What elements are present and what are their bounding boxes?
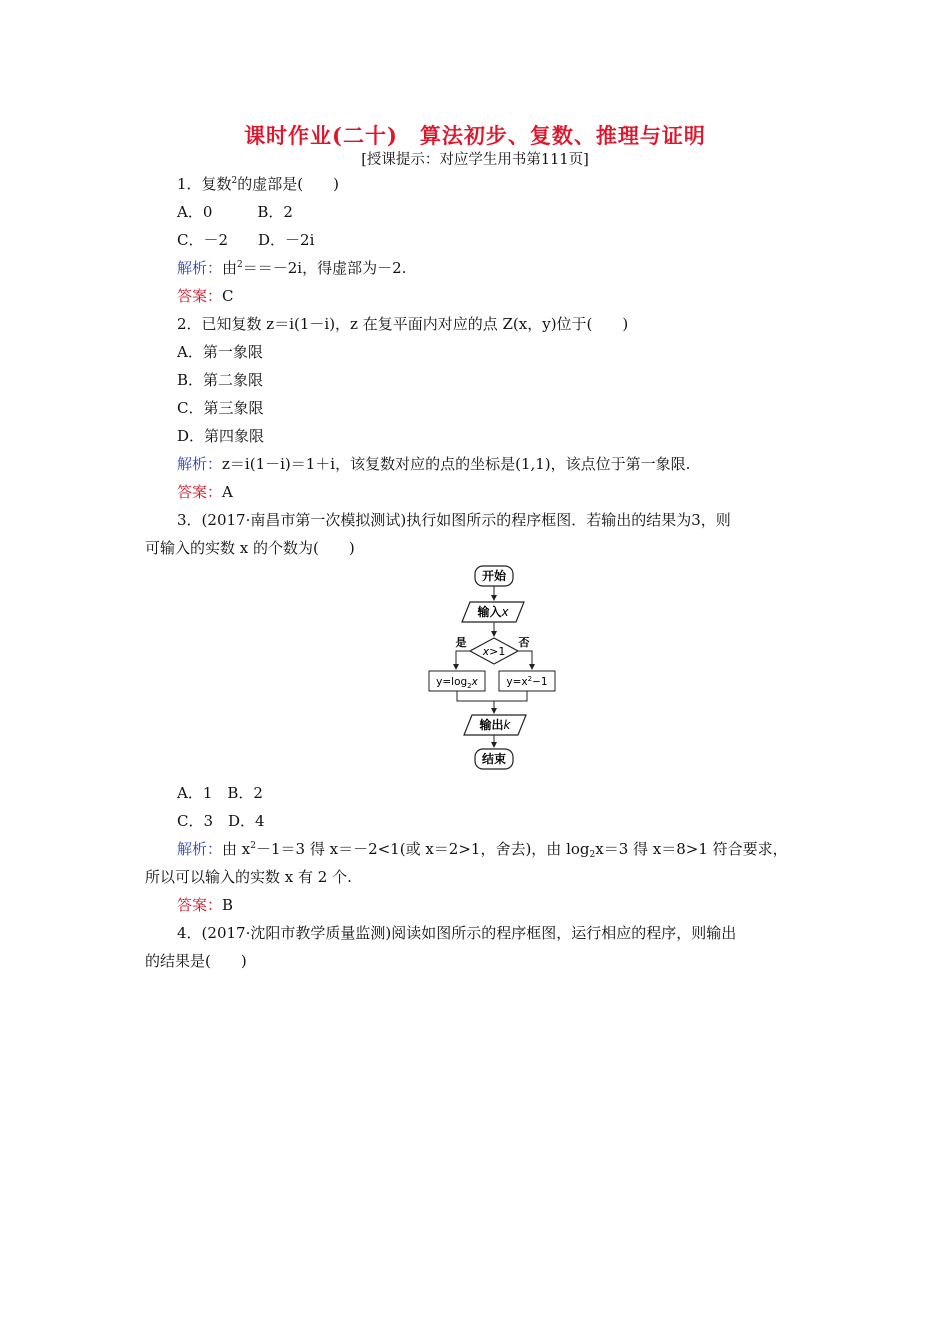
q2-option-d: D．第四象限 <box>177 427 265 445</box>
analysis-label: 解析： <box>177 455 223 473</box>
answer-label: 答案： <box>177 287 223 305</box>
q3-options-row1: A．1 B．2 <box>177 784 263 802</box>
q2-option-a: A．第一象限 <box>177 343 263 361</box>
flow-start-text: 开始 <box>481 569 507 583</box>
q1-analysis: 解析：由$^2$＝＝－2i，得虚部为－2. <box>177 259 407 277</box>
analysis-label: 解析： <box>177 840 223 858</box>
q2-option-b: B．第二象限 <box>177 371 264 389</box>
page-title: 课时作业(二十) 算法初步、复数、推理与证明 <box>244 123 706 148</box>
flow-right-text: $y=x^2-1$ <box>506 675 548 688</box>
q2-stem: 2．已知复数 z＝i(1－i)，z 在复平面内对应的点 Z(x，y)位于( ) <box>177 315 629 333</box>
q4-stem-line1: 4．(2017·沈阳市教学质量监测)阅读如图所示的程序框图，运行相应的程序，则输出 <box>177 924 737 942</box>
q3-analysis-line2: 所以可以输入的实数 x 有 2 个. <box>145 868 352 886</box>
q3-flowchart <box>420 558 570 773</box>
flow-decision-text: x>1 <box>482 645 506 658</box>
q4-stem-line2: 的结果是( ) <box>145 952 247 970</box>
q1-answer: 答案：C <box>177 287 234 305</box>
analysis-label: 解析： <box>177 259 223 277</box>
q2-answer: 答案：A <box>177 483 233 501</box>
answer-label: 答案： <box>177 896 223 914</box>
q1-stem: 1．复数$^2$的虚部是( ) <box>177 175 339 193</box>
q3-answer: 答案：B <box>177 896 234 914</box>
flow-output-text: 输出k <box>479 718 511 732</box>
flow-left-text: $y=\log_2x$ <box>436 676 478 690</box>
q3-stem-line2: 可输入的实数 x 的个数为( ) <box>145 539 355 557</box>
flow-yes-label: 是 <box>455 636 467 649</box>
q1-options-row1: A．0 B．2 <box>177 203 293 221</box>
answer-label: 答案： <box>177 483 223 501</box>
flow-no-label: 否 <box>518 636 530 649</box>
q2-option-c: C．第三象限 <box>177 399 264 417</box>
textbook-hint: [授课提示：对应学生用书第111页] <box>361 152 589 168</box>
flow-end-text: 结束 <box>481 752 507 766</box>
q1-options-row2: C．－2 D．－2i <box>177 231 315 249</box>
q3-stem-line1: 3．(2017·南昌市第一次模拟测试)执行如图所示的程序框图．若输出的结果为3，则 <box>177 511 731 529</box>
q2-analysis: 解析：z＝i(1－i)＝1＋i，该复数对应的点的坐标是(1,1)，该点位于第一象限. <box>177 455 691 473</box>
q3-analysis-line1: 解析：由 $x^2-1=3$ 得 x＝－2<1(或 x＝2>1，舍去)，由 $\log_2x=3$ 得 x＝8>1 符合要求， <box>177 840 788 860</box>
q3-options-row2: C．3 D．4 <box>177 812 265 830</box>
flow-input-text: 输入x <box>477 605 509 619</box>
